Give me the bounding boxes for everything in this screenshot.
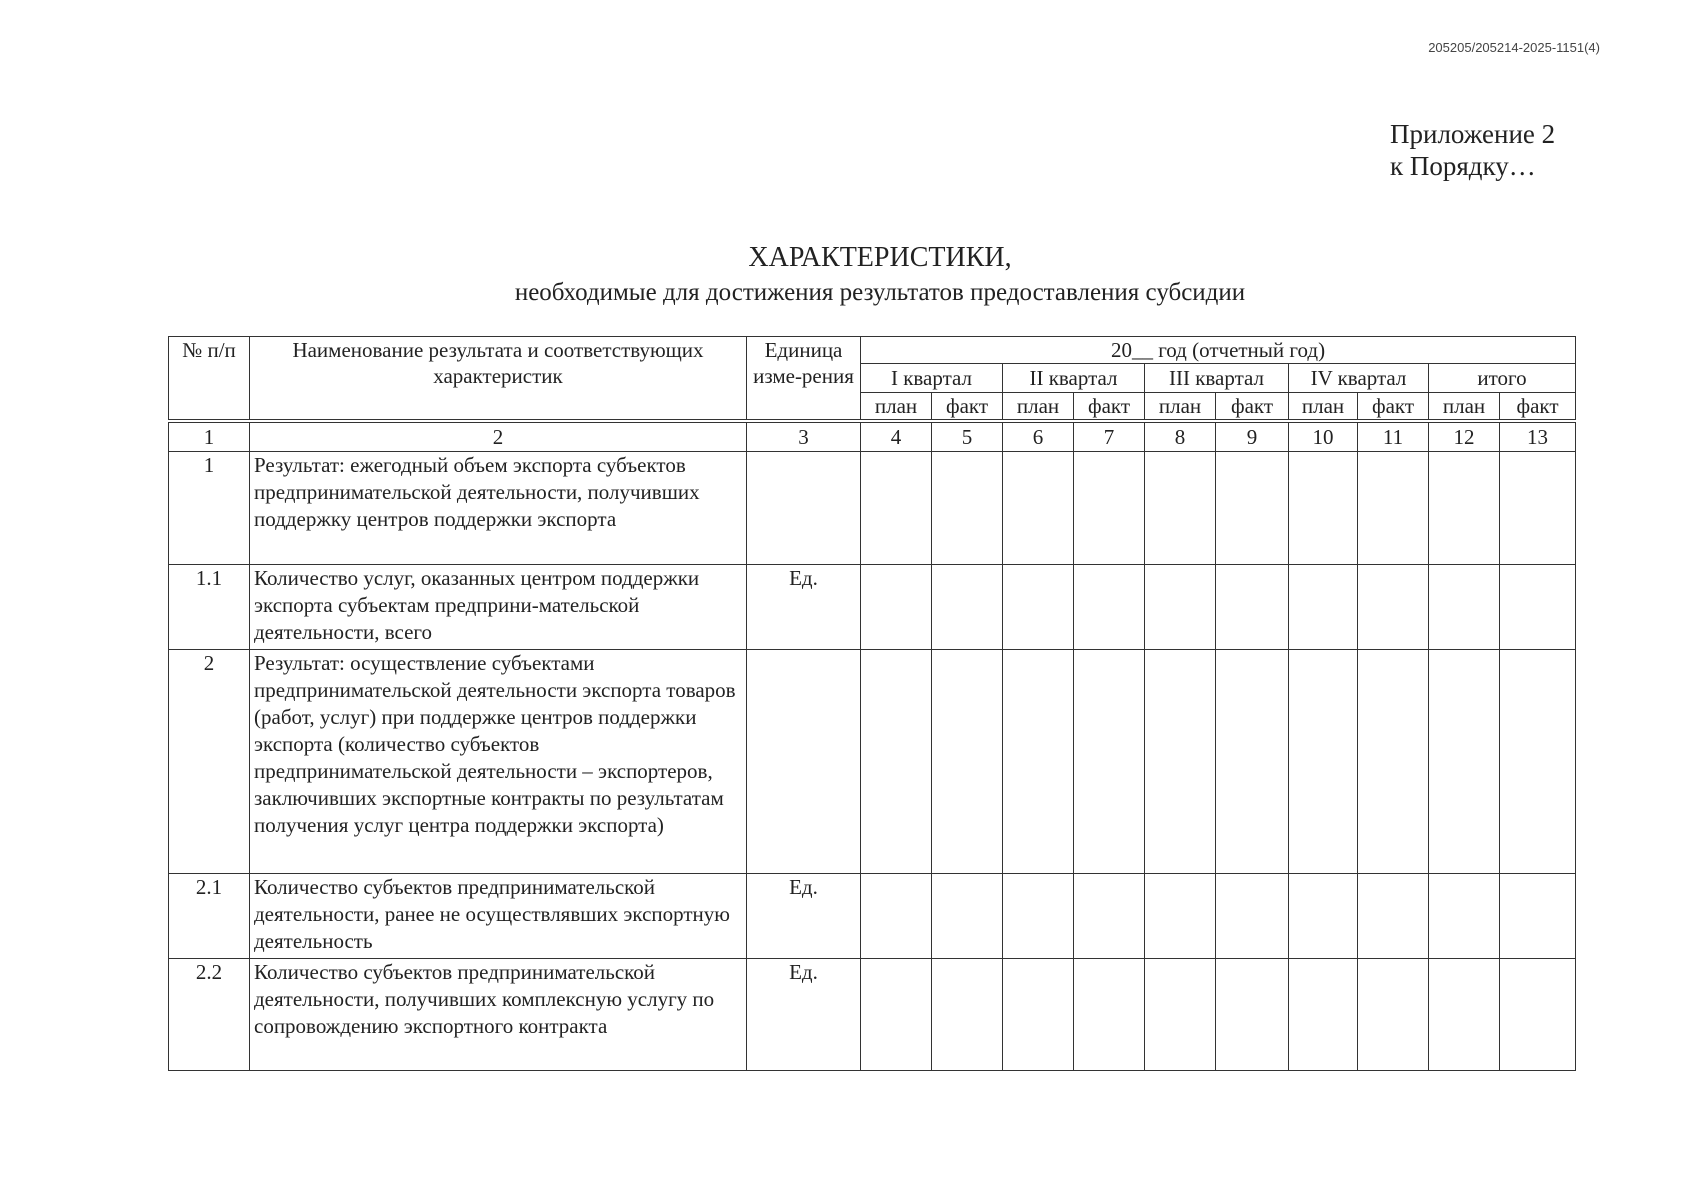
header-total: итого <box>1429 364 1576 393</box>
value-cell <box>1429 874 1500 959</box>
value-cell <box>1074 959 1145 1071</box>
column-number: 7 <box>1074 421 1145 452</box>
column-number: 13 <box>1500 421 1576 452</box>
value-cell <box>1145 874 1216 959</box>
row-name: Результат: осуществление субъектами предпринимательской деятельности экспорта товаров (работ, услуг) при поддержке центров поддержки экспорта (количество субъектов предпринимательской деятельности – экспортеров, заключивших экспортные контракты по результатам получения услуг центра поддержки экспорта) <box>250 650 747 874</box>
value-cell <box>1145 650 1216 874</box>
header-quarter-4: IV квартал <box>1289 364 1429 393</box>
row-unit <box>747 452 861 565</box>
value-cell <box>1500 565 1576 650</box>
header-plan: план <box>1003 393 1074 422</box>
value-cell <box>1289 874 1358 959</box>
header-plan: план <box>1429 393 1500 422</box>
header-plan: план <box>1289 393 1358 422</box>
value-cell <box>1429 650 1500 874</box>
header-plan: план <box>1145 393 1216 422</box>
value-cell <box>1358 650 1429 874</box>
column-number: 9 <box>1216 421 1289 452</box>
value-cell <box>1216 959 1289 1071</box>
value-cell <box>861 452 932 565</box>
value-cell <box>1500 452 1576 565</box>
value-cell <box>1500 874 1576 959</box>
value-cell <box>1074 452 1145 565</box>
column-number: 2 <box>250 421 747 452</box>
header-fact: факт <box>932 393 1003 422</box>
value-cell <box>1003 452 1074 565</box>
value-cell <box>1429 452 1500 565</box>
column-number: 11 <box>1358 421 1429 452</box>
header-fact: факт <box>1358 393 1429 422</box>
header-quarter-2: II квартал <box>1003 364 1145 393</box>
value-cell <box>1429 565 1500 650</box>
value-cell <box>861 874 932 959</box>
value-cell <box>1429 959 1500 1071</box>
value-cell <box>1216 874 1289 959</box>
header-number: № п/п <box>169 337 250 422</box>
value-cell <box>1358 565 1429 650</box>
value-cell <box>1074 650 1145 874</box>
column-number: 1 <box>169 421 250 452</box>
value-cell <box>932 650 1003 874</box>
table-row <box>169 959 1576 1071</box>
value-cell <box>1003 565 1074 650</box>
header-unit: Единица изме-рения <box>747 337 861 422</box>
column-number: 5 <box>932 421 1003 452</box>
value-cell <box>1216 650 1289 874</box>
row-unit: Ед. <box>747 565 861 650</box>
row-number: 1.1 <box>169 565 250 650</box>
value-cell <box>1289 565 1358 650</box>
column-number: 12 <box>1429 421 1500 452</box>
value-cell <box>1289 650 1358 874</box>
row-unit: Ед. <box>747 874 861 959</box>
value-cell <box>932 874 1003 959</box>
document-subtitle: необходимые для достижения результатов предоставления субсидии <box>514 279 1246 306</box>
value-cell <box>1003 874 1074 959</box>
value-cell <box>861 650 932 874</box>
column-number: 6 <box>1003 421 1074 452</box>
appendix-reference <box>1390 118 1555 182</box>
table-row <box>169 452 1576 565</box>
value-cell <box>1358 959 1429 1071</box>
value-cell <box>861 565 932 650</box>
header-name: Наименование результата и соответствующих характеристик <box>250 337 747 422</box>
column-number: 4 <box>861 421 932 452</box>
value-cell <box>932 959 1003 1071</box>
value-cell <box>861 959 932 1071</box>
header-plan: план <box>861 393 932 422</box>
appendix-line-2: к Порядку… <box>1390 151 1536 181</box>
row-unit: Ед. <box>747 959 861 1071</box>
column-number: 8 <box>1145 421 1216 452</box>
header-fact: факт <box>1500 393 1576 422</box>
value-cell <box>1145 452 1216 565</box>
characteristics-table <box>168 336 1576 1071</box>
document-id: 205205/205214-2025-1151(4) <box>1428 40 1600 55</box>
row-name: Количество услуг, оказанных центром поддержки экспорта субъектам предприни-мательской деятельности, всего <box>250 565 747 650</box>
value-cell <box>1358 452 1429 565</box>
row-number: 2 <box>169 650 250 874</box>
value-cell <box>1145 959 1216 1071</box>
value-cell <box>1289 452 1358 565</box>
value-cell <box>1216 565 1289 650</box>
value-cell <box>1500 650 1576 874</box>
value-cell <box>1074 874 1145 959</box>
header-year: 20__ год (отчетный год) <box>861 337 1576 364</box>
header-fact: факт <box>1074 393 1145 422</box>
table-row <box>169 874 1576 959</box>
value-cell <box>1289 959 1358 1071</box>
table-row <box>169 650 1576 874</box>
value-cell <box>932 452 1003 565</box>
value-cell <box>932 565 1003 650</box>
row-number: 2.2 <box>169 959 250 1071</box>
row-name: Результат: ежегодный объем экспорта субъектов предпринимательской деятельности, получивших поддержку центров поддержки экспорта <box>250 452 747 565</box>
value-cell <box>1074 565 1145 650</box>
value-cell <box>1216 452 1289 565</box>
value-cell <box>1003 959 1074 1071</box>
appendix-line-1: Приложение 2 <box>1390 119 1556 149</box>
header-quarter-1: I квартал <box>861 364 1003 393</box>
column-number-row <box>169 421 1576 452</box>
table-row <box>169 565 1576 650</box>
row-name: Количество субъектов предпринимательской деятельности, ранее не осуществлявших экспортную деятельность <box>250 874 747 959</box>
row-number: 1 <box>169 452 250 565</box>
value-cell <box>1500 959 1576 1071</box>
header-quarter-3: III квартал <box>1145 364 1289 393</box>
column-number: 3 <box>747 421 861 452</box>
document-title: ХАРАКТЕРИСТИКИ, <box>748 242 1012 273</box>
row-number: 2.1 <box>169 874 250 959</box>
header-fact: факт <box>1216 393 1289 422</box>
value-cell <box>1003 650 1074 874</box>
header-row-year <box>169 337 1576 364</box>
value-cell <box>1358 874 1429 959</box>
row-name: Количество субъектов предпринимательской деятельности, получивших комплексную услугу по сопровождению экспортного контракта <box>250 959 747 1071</box>
column-number: 10 <box>1289 421 1358 452</box>
value-cell <box>1145 565 1216 650</box>
row-unit <box>747 650 861 874</box>
